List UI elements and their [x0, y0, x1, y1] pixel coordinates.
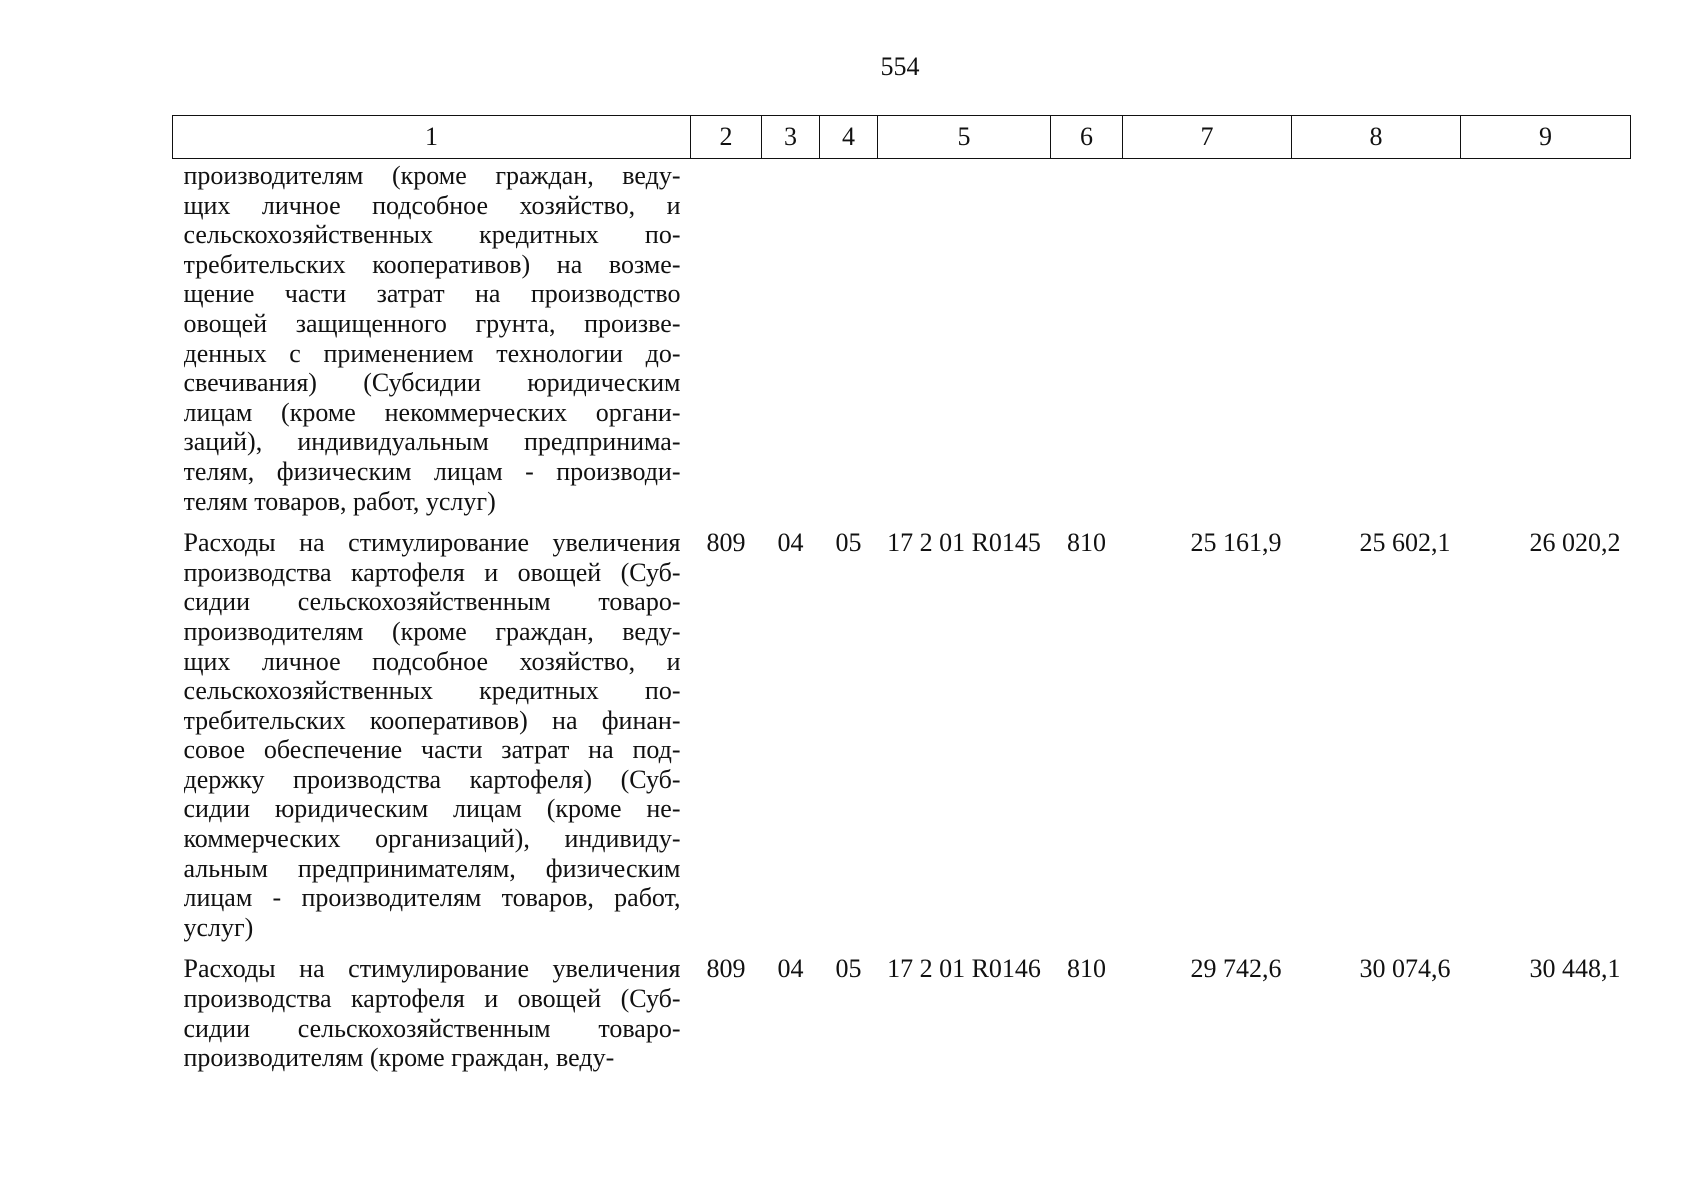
description-line: производителям (кроме граждан, веду- [183, 1043, 615, 1073]
cell-target-article: 17 2 01 R0145 [887, 528, 1041, 558]
cell-subsection-code [820, 159, 878, 517]
cell-expense-type: 810 [1067, 954, 1106, 984]
cell-section-code [762, 159, 820, 517]
description-line: лицам - производителям товаров, работ, [183, 883, 681, 913]
header-col-8: 8 [1292, 116, 1461, 159]
description-line: щение части затрат на производство [183, 279, 681, 309]
cell-amount-col7 [1123, 159, 1292, 517]
description-line: сельскохозяйственных кредитных по- [183, 676, 681, 706]
budget-table [172, 115, 1631, 1073]
header-col-9: 9 [1461, 116, 1631, 159]
cell-expense-type [1051, 159, 1123, 517]
description-line: телям, физическим лицам - производи- [183, 456, 681, 486]
cell-ministry-code [691, 159, 762, 517]
cell-amount-col8: 25 602,1 [1359, 528, 1451, 558]
cell-subsection-code: 05 [835, 528, 862, 558]
description-line: сельскохозяйственных кредитных по- [183, 220, 681, 250]
cell-ministry-code: 809 [706, 954, 746, 984]
header-col-3: 3 [762, 116, 820, 159]
description-line: альным предпринимателям, физическим [183, 853, 681, 883]
header-col-5: 5 [878, 116, 1051, 159]
description-line: производителям (кроме граждан, веду- [183, 616, 681, 646]
description-line: свечивания) (Субсидии юридическим [183, 368, 681, 398]
cell-section-code: 04 [777, 954, 804, 984]
description-line: лицам (кроме некоммерческих органи- [183, 397, 681, 427]
description-line: телям товаров, работ, услуг) [183, 486, 496, 516]
description-line: Расходы на стимулирование увеличения [183, 528, 681, 558]
cell-expense-type: 810 [1067, 528, 1106, 558]
header-col-4: 4 [820, 116, 878, 159]
cell-ministry-code: 809 [706, 528, 746, 558]
cell-subsection-code: 05 [835, 954, 862, 984]
description-line: производителям (кроме граждан, веду- [183, 161, 681, 190]
row-description [173, 942, 691, 1072]
description-line: овощей защищенного грунта, произве- [183, 308, 681, 338]
description-line: требительских кооперативов) на финан- [183, 705, 681, 735]
cell-target-article [878, 159, 1051, 517]
cell-amount-col9: 26 020,2 [1529, 528, 1621, 558]
description-line: производства картофеля и овощей (Суб- [183, 557, 681, 587]
description-line: щих личное подсобное хозяйство, и [183, 190, 681, 220]
description-line: сидии сельскохозяйственным товаро- [183, 587, 681, 617]
description-line: сидии сельскохозяйственным товаро- [183, 1013, 681, 1043]
cell-amount-col9: 30 448,1 [1529, 954, 1621, 984]
row-description [173, 516, 691, 942]
description-line: щих личное подсобное хозяйство, и [183, 646, 681, 676]
header-col-2: 2 [691, 116, 762, 159]
description-line: денных с применением технологии до- [183, 338, 681, 368]
header-col-7: 7 [1123, 116, 1292, 159]
description-line: заций), индивидуальным предпринима- [183, 427, 681, 457]
table-row [173, 159, 1631, 517]
cell-amount-col8 [1292, 159, 1461, 517]
cell-amount-col8: 30 074,6 [1359, 954, 1451, 984]
cell-amount-col7: 29 742,6 [1190, 954, 1282, 984]
row-description [173, 159, 691, 517]
cell-amount-col9 [1461, 159, 1631, 517]
cell-section-code: 04 [777, 528, 804, 558]
header-col-1: 1 [173, 116, 691, 159]
header-col-6: 6 [1051, 116, 1123, 159]
table-row [173, 516, 1631, 942]
description-line: Расходы на стимулирование увеличения [183, 954, 681, 984]
table-row [173, 942, 1631, 1072]
description-line: коммерческих организаций), индивиду- [183, 824, 681, 854]
cell-target-article: 17 2 01 R0146 [887, 954, 1041, 984]
page-number: 554 [880, 52, 920, 81]
description-line: держку производства картофеля) (Суб- [183, 764, 681, 794]
table-header-row [173, 116, 1631, 159]
cell-amount-col7: 25 161,9 [1190, 528, 1282, 558]
description-line: сидии юридическим лицам (кроме не- [183, 794, 681, 824]
description-line: услуг) [183, 912, 254, 942]
description-line: производства картофеля и овощей (Суб- [183, 984, 681, 1014]
description-line: требительских кооперативов) на возме- [183, 249, 681, 279]
description-line: совое обеспечение части затрат на под- [183, 735, 681, 765]
